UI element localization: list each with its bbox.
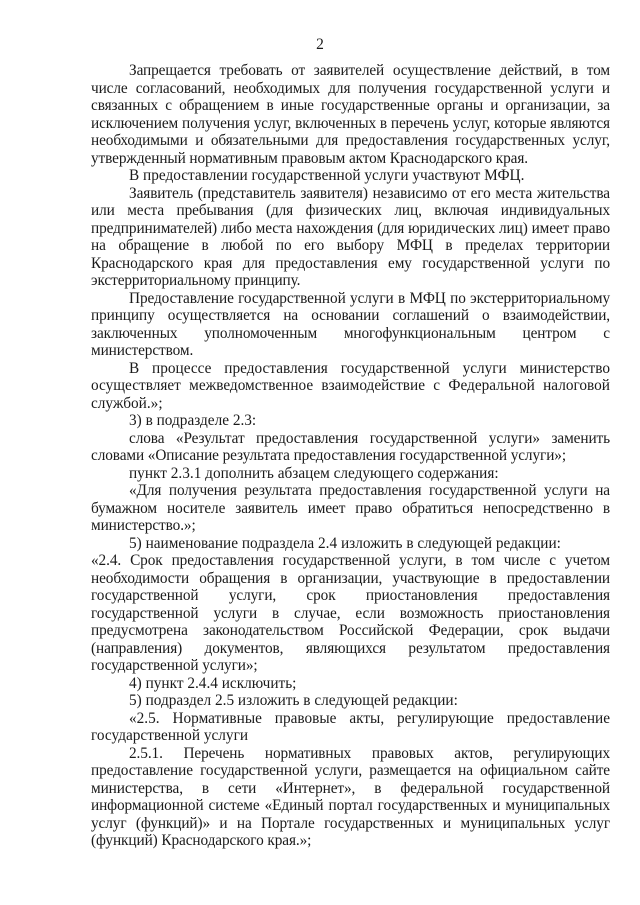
paragraph-subsection-2-4-title: 5) наименование подраздела 2.4 изложить в следующей редакции: [129,534,561,552]
paragraph-2-4-text: «2.4. Срок предоставления государственной услуги, в том числе с учетом необходимости обращения в организации, участвующие в предоставлении государственной услуги, срок приостановления предоставления государственной услуги в случае, если возможность приостановления предусмотрена законодательством Российской Федерации, срок выдачи (направления) документов, являющихся результатом предоставления государственной услуги»; [91,552,610,674]
paragraph-requirements-prohibition: Запрещается требовать от заявителей осуществление действий, в том числе согласований, необходимых для получения государственной услуги и связанных с обращением в иные государственные органы и организации, за исключением получения услуг, включенных в перечень услуг, которые являются необходимыми и обязательными для предоставления государственных услуг, утвержденный нормативным правовым актом Краснодарского края. [91,62,610,167]
paragraph-item-2-3-1: пункт 2.3.1 дополнить абзацем следующего содержания: [129,464,499,482]
paragraph-subsection-2-5: 5) подраздел 2.5 изложить в следующей редакции: [129,692,458,709]
paragraph-2-5-title: «2.5. Нормативные правовые акты, регулирующие предоставление государственной услуги [91,709,610,744]
page-number: 2 [316,36,324,53]
paragraph-paper-result: «Для получения результата предоставления государственной услуги на бумажном носителе заявитель имеет право обратиться непосредственно в министерство.»; [91,482,610,534]
paragraph-applicant-right: Заявитель (представитель заявителя) независимо от его места жительства или места пребывания (для физических лиц, включая индивидуальных предпринимателей) либо места нахождения (для юридических лиц) имеет право на обращение в любой по его выбору МФЦ в пределах территории Краснодарского края для предоставления ему государственной услуги по экстерриториальному принципу. [91,184,610,289]
paragraph-subsection-2-3: 3) в подразделе 2.3: [129,412,257,429]
paragraph-2-5-1: 2.5.1. Перечень нормативных правовых актов, регулирующих предоставление государственной услуги, размещается на официальном сайте министерства, в сети «Интернет», в федеральной государственной информационной системе «Единый портал государственных и муниципальных услуг (функций)» и на Портале государственных и муниципальных услуг (функций) Краснодарского края.»; [91,744,610,849]
paragraph-item-2-4-4: 4) пункт 2.4.4 исключить; [129,674,297,692]
document-body [91,62,610,850]
paragraph-interagency: В процессе предоставления государственной услуги министерство осуществляет межведомственное взаимодействие с Федеральной налоговой службой.»; [91,359,610,412]
paragraph-replace-words: слова «Результат предоставления государственной услуги» заменить словами «Описание результата предоставления государственной услуги»; [91,429,610,464]
paragraph-extraterritorial: Предоставление государственной услуги в МФЦ по экстерриториальному принципу осуществляется на основании соглашений о взаимодействии, заключенных уполномоченным многофункциональным центром с министерством. [91,289,610,359]
paragraph-mfc-participation: В предоставлении государственной услуги участвуют МФЦ. [129,167,525,184]
